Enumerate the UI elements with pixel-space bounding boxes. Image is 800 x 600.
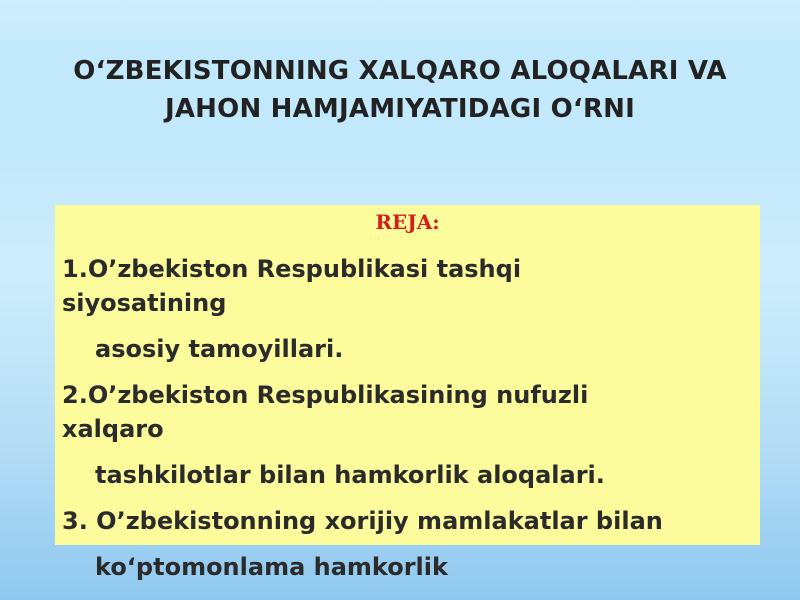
plan-item-3-line-1: 3. O’zbekistonning xorijiy mamlakatlar bilan [62,507,663,535]
plan-item-2-line-3: tashkilotlar bilan hamkorlik aloqalari. [95,461,605,489]
slide-title-line-2: JAHON HAMJAMIYATIDAGI O‘RNI [164,94,636,124]
plan-item-1-line-1: 1.O’zbekiston Respublikasi tashqi [62,255,522,283]
plan-item-2-line-1: 2.O’zbekiston Respublikasining nufuzli [62,381,589,409]
plan-item-2-line-2: xalqaro [62,415,164,443]
plan-item-1-line-2: siyosatining [62,289,227,317]
plan-item-3-line-2: ko‘ptomonlama hamkorlik [95,553,448,581]
plan-item-1-line-3: asosiy tamoyillari. [95,335,344,363]
plan-heading: REJA: [375,210,440,234]
slide-title [0,52,800,128]
slide-title-line-1: O‘ZBEKISTONNING XALQARO ALOQALARI VA [73,56,727,86]
plan-list [62,252,762,584]
